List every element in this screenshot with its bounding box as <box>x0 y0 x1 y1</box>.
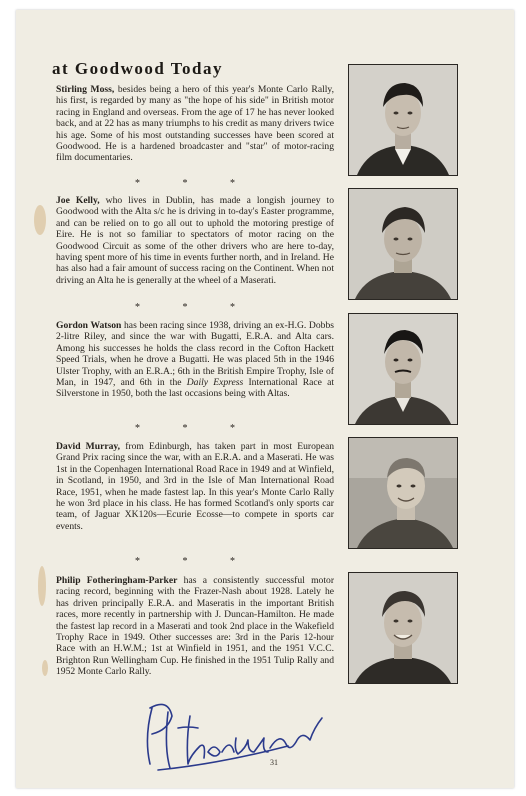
paper-stain <box>42 660 48 676</box>
driver-name: Gordon Watson <box>56 320 122 331</box>
driver-bio-kelly <box>56 195 334 286</box>
driver-portrait-murray <box>348 437 458 549</box>
driver-bio-text: has been racing since 1938, driving an ex-H.G. Dobbs 2-litre Riley, and since the war with Bugatti, E.R.A. and Alta cars. Among his successes he holds the class record in the Cofton Hackett Speed Trials, when he drove a Bugatti. He was placed 5th in the 1946 Ulster Trophy, with an E.R.A.; 6th in the British Empire Trophy, Isle of Man, in 1947, and 6th in the <box>56 320 334 389</box>
paper-stain <box>38 566 46 606</box>
paper-stain <box>34 205 46 235</box>
portrait-icon <box>349 314 457 424</box>
driver-bio-murray <box>56 441 334 532</box>
portrait-icon <box>349 438 457 548</box>
section-separator: * * * <box>135 423 255 434</box>
driver-name: David Murray, <box>56 441 121 452</box>
driver-name: Joe Kelly, <box>56 195 100 206</box>
driver-portrait-watson <box>348 313 458 425</box>
portrait-icon <box>349 189 457 299</box>
driver-bio-watson <box>56 320 334 400</box>
driver-portrait-kelly <box>348 188 458 300</box>
page-number: 31 <box>270 758 278 767</box>
driver-bio-text: International Race at Silverstone in 1950, both the last occasions being with Altas. <box>56 377 334 400</box>
autograph-signature <box>138 668 338 778</box>
driver-name: Philip Fotheringham-Parker <box>56 575 178 586</box>
driver-name: Stirling Moss, <box>56 84 115 95</box>
newspaper-name: Daily Express <box>186 377 244 389</box>
driver-bio-text: has a consistently successful motor racing record, beginning with the Frazer-Nash about 1928. Lately he has driven principally E.R.A. and Maseratis in the important British races, more recently in partnership with J. Duncan-Hamilton. He made the fastest lap record in a Maserati and took 2nd place in the Wakefield Trophy Race in 1949. Other successes are: 3rd in the Paris 12-hour Race with an H.W.M.; 1st at Winfield in 1951, and the 1951 V.C.C. Brighton Run Wellingham Cup. He finished in the 1951 Tulip Rally and 1952 Monte Carlo Rally. <box>56 575 335 678</box>
driver-portrait-moss <box>348 64 458 176</box>
section-separator: * * * <box>135 302 255 313</box>
driver-bio-fotheringham-parker <box>56 575 334 678</box>
driver-bio-text: besides being a hero of this year's Monte Carlo Rally, his first, is regarded by many as "the hope of his side" in British motor racing in England and overseas. From the age of 17 he has never looked back, and at 22 has as many triumphs to his credit as many drivers twice his age. Some of his most outstanding successes have been scored at Goodwood. He is a hardened broadcaster and "star" of motor-racing film documentaries. <box>56 84 334 164</box>
driver-bio-moss <box>56 84 334 164</box>
portrait-icon <box>349 573 457 683</box>
driver-bio-text: from Edinburgh, has taken part in most European Grand Prix racing since the war, with an E.R.A. and a Maserati. He was 1st in the Copenhagen International Road Race in 1949 and at Winfield, in Scotland, in 1950, and 3rd in the Isle of Man International Road Race, 1951, when he made fastest lap. In this year's Monte Carlo Rally he won 3rd place in his class. He has formed Scotland's only sports car team, of Jaguar XK120s—Ecurie Ecosse—to compete in sports car events. <box>56 441 334 532</box>
portrait-icon <box>349 65 457 175</box>
section-separator: * * * <box>135 178 255 189</box>
driver-bio-text: who lives in Dublin, has made a longish journey to Goodwood with the Alta s/c he is driving in to-day's Easter programme, and can be relied on to go all out to uphold the motoring prestige of Eire. He is not so familiar to spectators of motor racing on the Goodwood Circuit as some of the other drivers who are here to-day, having spent more of his time in events further north, and in Ireland. He has also had a fair amount of success racing on the Continent. When not driving an Alta he is generally at the wheel of a Maserati. <box>56 195 334 286</box>
page-heading: at Goodwood Today <box>52 59 223 78</box>
section-separator: * * * <box>135 556 255 567</box>
driver-portrait-fotheringham-parker <box>348 572 458 684</box>
